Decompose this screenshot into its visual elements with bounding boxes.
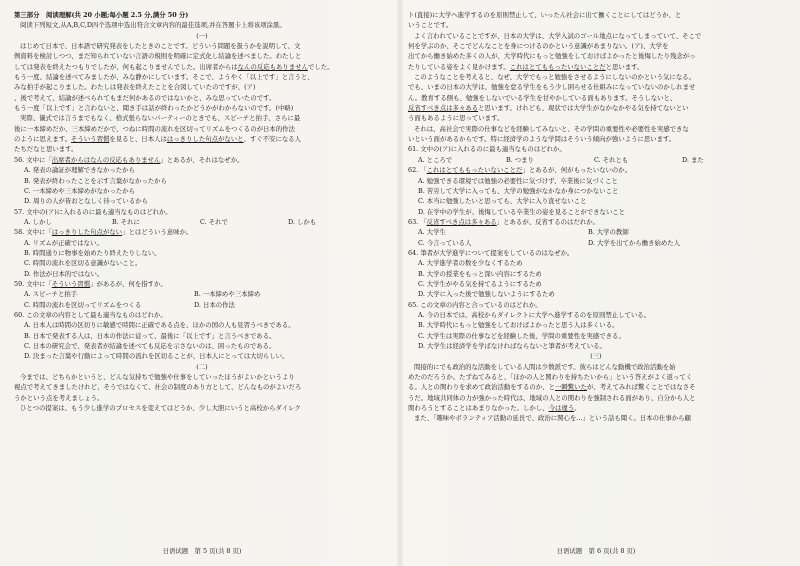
passage-line: よく言われていることですが、日本の大学は、大学入試のゴール地点になってしまっていて、そこで [414,31,702,40]
passage-text: 聞き手は話が終わったかどうかがわからないのです。 [122,104,276,113]
underlined-phrase: はっきりした句点がない [51,228,123,237]
stem-text: 」とあるが、何がもったいないのか。 [522,166,632,175]
passage-line [408,403,784,413]
passage-line: 例資料を検討しつつ、まだ知られていない言語の規則を明確に定式化し結論を述べました。わたしと [14,52,302,61]
passage-line: もう一度、結論を述べてみましたが、みな静かにしています。そこで、ようやく「以上です」と言うと、 [14,73,314,82]
passage-text: (中略) [275,104,294,113]
passage-line: ん。教育する側も、勉強をしないでいる学生を甘やかしている面もあります。そうしないと、 [408,93,677,102]
underlined-phrase: なんの反応もありません [237,62,308,71]
underlined-phrase: 今は違う [548,404,575,413]
passage-line: 出てから働き始めた多くの人が、大学時代にもっと勉強をしておけばよかったと後悔したり残念がっ [408,52,696,61]
answer-options-row [408,227,784,237]
answer-option: D. 大学に入った後で勉強しないようにするため [418,290,555,299]
passage-line: 間接的にでも政治的な活動をしている人間は少数派です。彼らはどんな動機で政治活動を始 [414,362,676,371]
question-stem-56 [14,155,390,165]
passage-text: る。人との関わりを求めて政治活動をするのか、と [408,383,555,392]
page-footer: 日语试题 第 6 页(共 8 页) [556,546,636,555]
answer-option: D. 決まった言葉や行動によって時間の流れを区切ることが、日本人にとっては大切らしい。 [24,352,289,361]
passage-line [408,382,784,392]
question-stem-62 [408,165,784,175]
underlined-phrase: 反省すべき点は多々ある [408,104,479,113]
answer-option: C. 本当に勉強したいと思っても、大学に入り直せないこと [418,197,587,206]
passage-line: 今までは、どちらかというと、どんな気持ちで勉強や仕事をしていったほうがよいかというより [20,373,295,382]
blank-marker: (ア) [244,83,256,92]
answer-option: C. 日本の研究会で、発表者が結論を述べても反応を示さないのは、困ったものである。 [24,342,276,350]
passage-line: 実際、儀式では言うまでもなく、格式張らないパーティーのときでも、スピーチと拍手、さらに最 [20,114,301,123]
passage-text: を見ると、日本人は [109,135,167,144]
underlined-phrase: 一瞬驚いた [554,383,587,392]
answer-option: A. 勉強できる環境では勉強の必要性に気づけず、卒業後に気づくこと [418,176,618,185]
answer-option: D. また [682,155,704,164]
answer-option: A. ところで [418,155,453,164]
passage-text: と思います。けれども、現状では大学生がなかなかやる気を持てないとい [478,104,689,113]
underlined-phrase: 出席者からはなんの反応もありません [51,155,161,164]
answer-options-row [14,289,390,299]
passage-line: 何を学ぶのか、そこでどんなことを身につけるのかという意識があまりない。(ア)、大学を [408,42,669,51]
answer-option: A. リズムが正確ではない。 [24,238,103,247]
stem-text: 56. 文中に「 [14,155,52,164]
passage-text: 関わろうとすることはあまりなかった。しかし、 [408,404,549,413]
passage-line: う面もあるように思っています。 [408,114,504,123]
underlined-phrase: これはとてももったいないことだ [426,166,523,175]
passage-line [14,134,390,144]
answer-option: B. 一本締めや三本締め [194,290,261,299]
passage-line: それは、高社会で実際の仕事などを経験してみないと、その学問の重要性や必要性を実感できな [414,124,689,133]
underlined-phrase: そういう習慣 [71,135,110,144]
passage-line: いうことです。 [408,21,453,30]
passage-line [408,62,784,72]
stem-text: 58. 文中に「 [14,228,52,237]
passage-text: たりしている姿をよく見かけます。 [408,62,510,71]
answer-options-row [408,238,784,248]
question-stem-60: 60. この文章の内容として最も適当なものはどれか。 [14,310,167,319]
question-stem-58 [14,227,390,237]
passage-line: このようなことを考えると、なぜ、大学でもっと勉強をさせるようにしないのかという気になる。 [414,73,695,82]
right-page [408,10,784,558]
passage-line: うだ。地域共同体の力が強かった時代は、地域の人との関わりを強制される面があり、自分から人と [408,393,696,402]
answer-option: C. 今言っている人 [418,238,472,247]
passage-line: 後に一本締めだか、三本締めだかで、つねに時間の流れを区切ってリズムをつくるのが日本的作法 [14,124,295,133]
passage-text: でした。 [307,62,334,71]
underlined-phrase: これはとてももったいないことだ [509,62,606,71]
answer-option: B. それに [112,217,140,226]
stem-text: 」とあるが、それはなぜか。 [160,155,244,164]
answer-option: B. 時間通りに物事を始めたり終えたりしない。 [24,248,161,257]
answer-option: A. 日本人は時間の区切りに敏感で時間に正確である点を、ほかの国の人も見習うべきである。 [24,321,295,330]
question-stem-65: 65. この文章の内容と合っているのはどれか。 [408,300,542,309]
answer-option: D. しかも [288,217,317,226]
passage-line: ひとつの提案は、もう少し進学のプロセスを変えてはどうか、少し大胆にいうと高校からダイレク [20,404,301,413]
passage-text: のように思えます。 [14,135,72,144]
passage-line: 視点で考えてきましたけれど、そうではなくて、社会の制度のあり方として、どんなものがよいだろ [14,383,302,392]
answer-option: A. スピーチと拍手 [24,290,78,299]
answer-options-row [408,155,784,165]
instructions: 阅读下列短文,从A,B,C,D四个选项中选出符合文章内容的最佳选项,并在答题卡上将该项涂黑。 [20,21,286,30]
passage-line: でも、いまの日本の大学は、勉強を怠る学生をもう少し困らせる仕組みになっていないのかしれませ [408,83,696,92]
answer-option: D. 日本の作法 [194,300,235,309]
answer-option: B. 日本で発表する人は、日本の作法に従って、最後に「以上です」と言うべきである。 [24,331,276,340]
passage-line: めたのだろうか。たずねてみると、「ほかの人と関わりを持ちたいから」という答えがよく返ってく [408,373,693,382]
passage-line [408,103,784,113]
passage-text: と思います。 [605,62,644,71]
question-stem-64: 64. 筆者が大学進学について提案をしているのはなぜか。 [408,248,574,257]
underlined-phrase: そういう習慣 [51,279,91,288]
stem-text: 」とあるが、反省するのはだれか。 [496,217,600,226]
passage-line [14,62,390,72]
section-heading: 第三部分 阅读理解(共 20 小题;每小题 2.5 分,满分 50 分) [14,11,189,19]
underlined-phrase: はっきりした句点がないと [166,135,244,144]
passage-text: ことを合図していたのですが、 [154,83,245,92]
stem-text: 62. 「 [408,166,427,175]
answer-option: A. 発表の論証が理解できなかったから [24,166,135,175]
answer-option: D. 大学を出てから働き始めた人 [588,238,681,247]
stem-text: 59. 文中に「 [14,279,52,288]
passage-line: はじめて日本で、日本語で研究発表をしたときのことです。どういう問題を扱うかを説明して、文 [20,42,301,51]
passage-label: (一) [196,31,208,40]
answer-option: A. 大学生 [418,228,446,237]
passage-text: 。 [574,404,581,413]
page-footer: 日语试题 第 5 页(共 8 页) [162,546,242,555]
passage-text: が、考えてみれば驚くことではなさそ [586,383,696,392]
stem-text: 63. 「 [408,217,427,226]
answer-option: D. 在学中の学生が、後悔している卒業生の姿を見ることができないこと [418,207,626,216]
answer-option: C. それとも [594,155,629,164]
question-stem-57: 57. 文中の(ア)に入れるのに最も適当なものはどれか。 [14,207,172,216]
passage-text: みな拍手が起こりました。わたしは [14,83,117,92]
passage-text: 発表を終えた [116,83,155,92]
stem-text: 」があるが、何を指すか。 [90,279,167,288]
passage-line: 、後で考えて、結論が述べられてもまだ何かあるのではないかと、みな思っていたのです。 [14,93,276,102]
answer-option: B. 大学の教師 [588,228,629,237]
passage-text: しては発表を終えたつもりでしたが、 [14,62,123,71]
passage-line: また、「趣味やボランティア活動の延長で、政治に関心を...」という話も聞く。日本の仕事から顧 [414,414,691,423]
question-stem-59 [14,279,390,289]
question-stem-61: 61. 文中の(ア)に入れるのに最も適当なものはどれか。 [408,145,566,154]
answer-option: C. 大学生は実際の仕事などを経験した後、学問の重要性を実感できる。 [418,331,625,340]
passage-line: たちだなと思います。 [14,145,78,154]
answer-option: B. 大学の授業をもっと深い内容にするため [418,269,542,278]
passage-text: 何も起こりませんでした。出席者からは [122,62,238,71]
answer-option: A. 今の日本では、高校からダイレクトに大学へ進学するのを原則禁止している。 [418,310,651,319]
passage-text: 、すぐ不安になる人 [243,135,302,144]
passage-line: うかという点を考えましょう。 [14,393,104,402]
answer-option: B. 大学時代にもっと勉強をしておけばよかったと思う人は多くいる。 [418,321,619,330]
question-stem-63 [408,217,784,227]
passage-line [14,103,390,113]
stem-text: 」とはどういう意味か。 [122,228,193,237]
answer-options-row [14,300,390,310]
answer-option: D. 作法が日本的ではない。 [24,269,104,278]
answer-option: B. 苦労して大学に入っても、大学の勉強がなかなか身につかないこと [418,186,619,195]
underlined-phrase: 反省すべき点は多々ある [426,217,497,226]
answer-option: C. 時間の流れを区切ってリズムをつくる [24,300,142,309]
answer-options-row [14,217,390,227]
passage-label: (三) [590,352,602,361]
answer-option: C. 一本締めや三本締めがなかったから [24,186,135,195]
answer-option: C. 時間の流れを区切る意識がないこと。 [24,259,142,268]
passage-line: いという面があるからです。特に経済学のような学問はそういう傾向が強いように思います。 [408,135,676,144]
answer-option: C. 大学生がやる気を持てるようにするため [418,279,542,288]
answer-option: C. それで [200,217,228,226]
passage-label: (二) [196,362,208,371]
answer-option: A. しかし [24,217,52,226]
answer-option: B. 発表が終わったことを示す言葉がなかったから [24,176,167,185]
answer-option: D. 大学生は経済学を学ばなければならないと筆者が考えている。 [418,342,606,350]
passage-line [14,82,390,92]
left-page [14,10,390,558]
answer-option: B. つまり [506,155,534,164]
answer-option: A. 大学進学者の数を少なくするため [418,259,523,268]
passage-text: もう一度「以上です」と言わないと、 [14,104,123,113]
answer-option: D. 周りの人が皆おとなしく待っているから [24,197,148,206]
passage-line: ト(直接)に大学へ進学するのを原則禁止して、いったん社会に出て働くことにしてはどうか、と [408,11,682,19]
